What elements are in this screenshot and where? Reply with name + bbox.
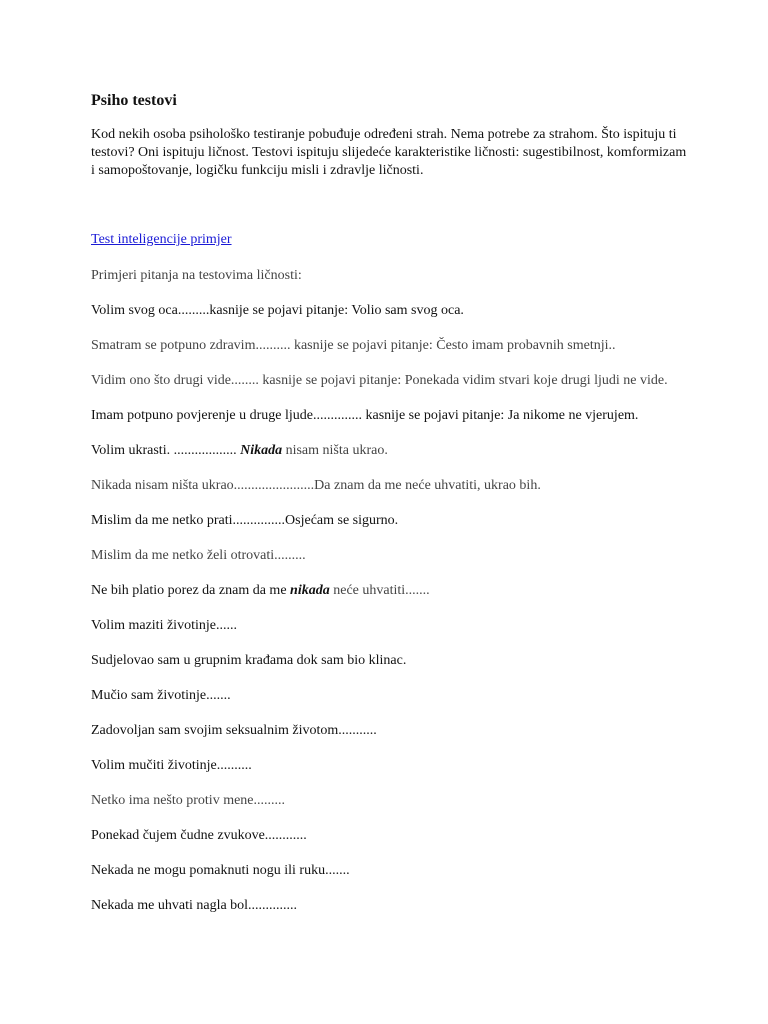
- question-povjerenje: Imam potpuno povjerenje u druge ljude.............. kasnije se pojavi pitanje: Ja nikome ne vjerujem.: [91, 408, 639, 423]
- question-vidim-ono: Vidim ono što drugi vide........ kasnije se pojavi pitanje: Ponekada vidim stvari koje drugi ljudi ne vide.: [91, 373, 668, 388]
- question-volim-ukrasti: [91, 441, 676, 460]
- question-muciti: Volim mučiti životinje..........: [91, 758, 252, 773]
- lead-paragraph: Primjeri pitanja na testovima ličnosti:: [91, 268, 302, 283]
- question-volim-ukrasti-pre: Volim ukrasti. ..................: [91, 443, 241, 458]
- question-volim-ukrasti-post: nisam ništa ukrao.: [282, 443, 388, 458]
- question-bol: Nekada me uhvati nagla bol..............: [91, 898, 298, 913]
- document-page: [91, 90, 691, 931]
- question-porez-pre: Ne bih platio porez da znam da me: [91, 583, 291, 598]
- question-nikada-ukrao: Nikada nisam ništa ukrao.......................Da znam da me neće uhvatiti, ukrao bih.: [91, 478, 541, 493]
- question-netko-prati: Mislim da me netko prati...............Osjećam se sigurno.: [91, 513, 399, 528]
- question-otrovati: Mislim da me netko želi otrovati.........: [91, 548, 306, 563]
- question-maziti: Volim maziti životinje......: [91, 618, 237, 633]
- question-porez-emphasis: nikada: [290, 583, 330, 598]
- question-kradje: Sudjelovao sam u grupnim krađama dok sam bio klinac.: [91, 653, 407, 668]
- question-pomaknuti: Nekada ne mogu pomaknuti nogu ili ruku.......: [91, 863, 350, 878]
- question-porez: [91, 581, 676, 600]
- question-protiv-mene: Netko ima nešto protiv mene.........: [91, 793, 286, 808]
- test-inteligencije-link[interactable]: Test inteligencije primjer: [91, 232, 232, 247]
- intro-paragraph: Kod nekih osoba psihološko testiranje pobuđuje određeni strah. Nema potrebe za strahom. Što ispituju ti testovi? Oni ispituju ličnost. Testovi ispituju slijedeće karakteristike ličnosti: sugestibilnost, komformizam i samopoštovanje, logičku funkciju misli i zdravlje ličnosti.: [91, 127, 687, 178]
- question-volim-ukrasti-emphasis: Nikada: [240, 443, 283, 458]
- question-porez-post: neće uhvatiti.......: [329, 583, 430, 598]
- question-zdravim: Smatram se potpuno zdravim.......... kasnije se pojavi pitanje: Često imam probavnih smetnji..: [91, 338, 616, 353]
- question-volim-svog-oca: Volim svog oca.........kasnije se pojavi pitanje: Volio sam svog oca.: [91, 303, 464, 318]
- question-zvukove: Ponekad čujem čudne zvukove............: [91, 828, 307, 843]
- question-mucio: Mučio sam životinje.......: [91, 688, 231, 703]
- document-title: Psiho testovi: [91, 92, 177, 109]
- question-seksualni: Zadovoljan sam svojim seksualnim životom...........: [91, 723, 377, 738]
